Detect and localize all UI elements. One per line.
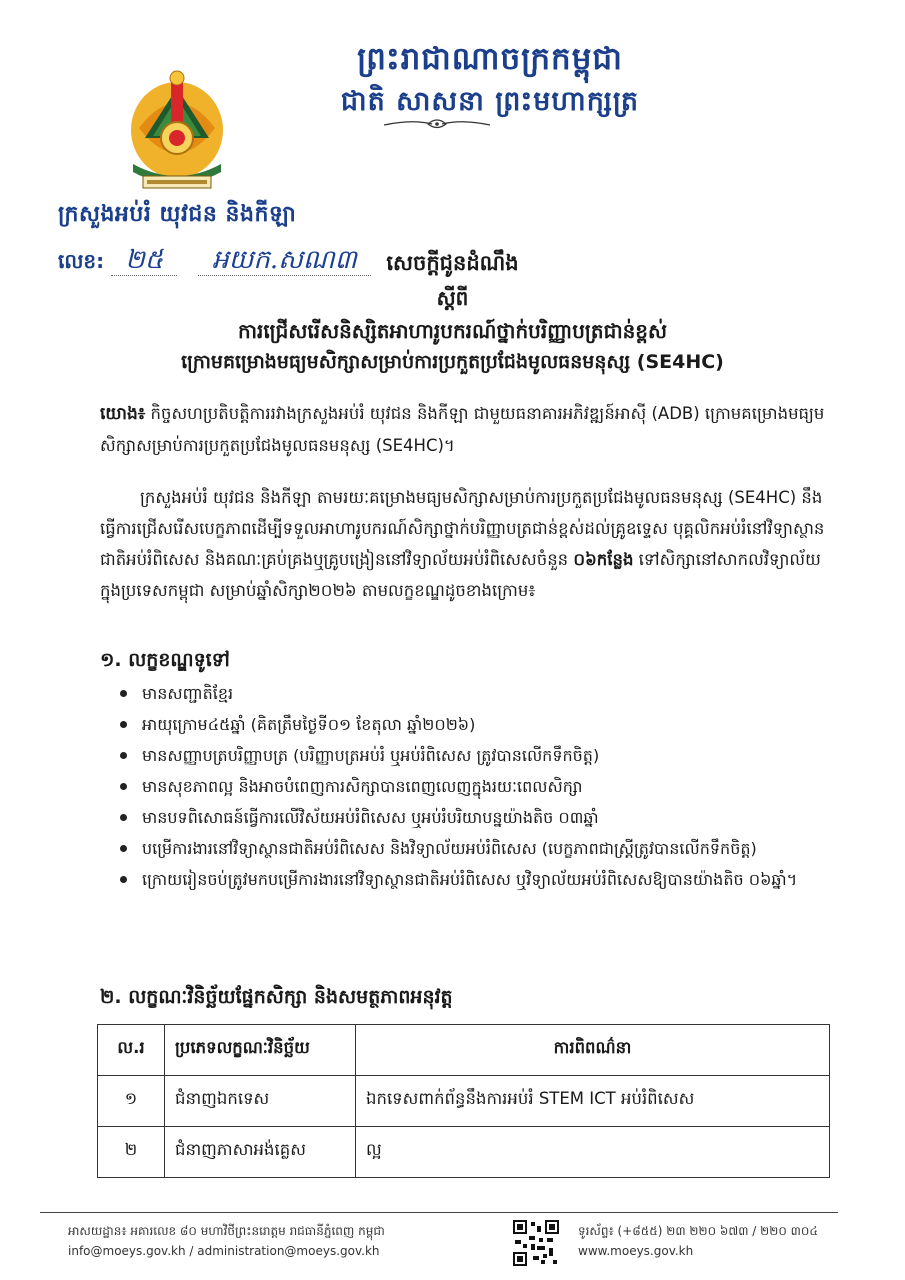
- intro-seats: ០៦កន្លែង: [573, 550, 634, 569]
- section2-heading: ២. លក្ខណៈវិនិច្ឆ័យផ្នែកសិក្សា និងសមត្ថភាពអនុវត្ត: [100, 986, 453, 1008]
- footer-phone: ទូរស័ព្ទ៖ (+៨៥៥) ២៣ ២២០ ៦៧៣ / ២២០ ៣០៤: [578, 1224, 818, 1238]
- table-cell: ឯកទេសពាក់ព័ន្ធនឹងការអប់រំ STEM ICT អប់រំពិសេស: [356, 1076, 830, 1127]
- ministry-emblem-logo: [125, 68, 229, 196]
- criteria-text: បម្រើការងារនៅវិទ្យាស្ថានជាតិអប់រំពិសេស និងវិទ្យាល័យអប់រំពិសេស (បេក្ខភាពជាស្ត្រីត្រូវបានលើកទឹកចិត្ត): [142, 839, 757, 858]
- table-cell: ១: [98, 1076, 165, 1127]
- bullet-icon: [120, 752, 127, 759]
- intro-text-b: ទៅសិក្សានៅសាកលវិទ្យាល័យក្នុងប្រទេសកម្ពុជា សម្រាប់ឆ្នាំសិក្សា២០២៦ តាមលក្ខខណ្ឌដូចខាងក្រោម៖: [100, 550, 821, 600]
- bullet-icon: [120, 876, 127, 883]
- table-row: [98, 1076, 830, 1127]
- table-cell: ២: [98, 1127, 165, 1178]
- ministry-name: ក្រសួងអប់រំ យុវជន និងកីឡា: [58, 202, 297, 227]
- footer-emails: info@moeys.gov.kh / administration@moeys.gov.kh: [68, 1244, 380, 1258]
- footer-address: អាសយដ្ឋាន៖ អគារលេខ ៨០ មហាវិថីព្រះនរោត្តម រាជធានីភ្នំពេញ កម្ពុជា: [68, 1224, 385, 1238]
- table-cell: ជំនាញឯកទេស: [165, 1076, 356, 1127]
- notice-subject-line1: ការជ្រើសរើសនិស្សិតអាហារូបករណ៍ថ្នាក់បរិញ្ញាបត្រជាន់ខ្ពស់: [237, 319, 668, 343]
- list-item: [142, 771, 837, 802]
- list-item: [142, 864, 837, 895]
- criteria-text: មានសុខភាពល្អ និងអាចបំពេញការសិក្សាបានពេញលេញក្នុងរយៈពេលសិក្សា: [142, 777, 583, 796]
- notice-subject-line2: ក្រោមគម្រោងមធ្យមសិក្សាសម្រាប់ការប្រកួតប្រជែងមូលធនមនុស្ស (SE4HC): [181, 351, 724, 373]
- column-header: ការពិពណ៌នា: [356, 1025, 830, 1076]
- ref-number-handwritten: ២៥: [111, 245, 177, 276]
- list-item: [142, 833, 837, 864]
- footer-divider: [40, 1212, 838, 1213]
- bullet-icon: [120, 814, 127, 821]
- list-item: [142, 709, 837, 740]
- list-item: [142, 740, 837, 771]
- intro-paragraph: [100, 482, 835, 606]
- qr-code-icon: [511, 1218, 561, 1268]
- decorative-ornament: [382, 117, 492, 131]
- bullet-icon: [120, 783, 127, 790]
- criteria-text: អាយុក្រោម៤៥ឆ្នាំ (គិតត្រឹមថ្ងៃទី០១ ខែតុលា ឆ្នាំ២០២៦): [142, 715, 476, 734]
- list-item: [142, 802, 837, 833]
- footer-website: www.moeys.gov.kh: [578, 1244, 694, 1258]
- ref-office-code: អយក.សណ៣: [198, 245, 371, 276]
- bullet-icon: [120, 721, 127, 728]
- kingdom-name: ព្រះរាជាណាចក្រកម្ពុជា: [357, 41, 623, 77]
- column-header: ប្រភេទលក្ខណៈវិនិច្ឆ័យ: [165, 1025, 356, 1076]
- reference-paragraph: [100, 398, 835, 461]
- general-criteria-list: [142, 678, 837, 895]
- evaluation-criteria-table: [97, 1024, 830, 1178]
- table-header-row: [98, 1025, 830, 1076]
- table-cell: ល្អ: [356, 1127, 830, 1178]
- criteria-text: មានបទពិសោធន៍ធ្វើការលើវិស័យអប់រំពិសេស ឬអប់រំបរិយាបន្នយ៉ាងតិច ០៣ឆ្នាំ: [142, 808, 599, 827]
- column-header: ល.រ: [98, 1025, 165, 1076]
- reference-text: កិច្ចសហប្រតិបត្តិការរវាងក្រសួងអប់រំ យុវជន និងកីឡា ជាមួយធនាគារអភិវឌ្ឍន៍អាស៊ី (ADB) ក្រោមគម្រោងមធ្យមសិក្សាសម្រាប់ការប្រកួតប្រជែងមូលធនមនុស្ស (SE4HC)។: [100, 404, 825, 455]
- criteria-text: ក្រោយរៀនចប់ត្រូវមកបម្រើការងារនៅវិទ្យាស្ថានជាតិអប់រំពិសេស ឬវិទ្យាល័យអប់រំពិសេសឱ្យបានយ៉ាងតិច ០៦ឆ្នាំ។: [142, 870, 798, 889]
- table-cell: ជំនាញភាសាអង់គ្លេស: [165, 1127, 356, 1178]
- national-motto: ជាតិ សាសនា ព្រះមហាក្សត្រ: [340, 86, 640, 117]
- intro-text-a: ក្រសួងអប់រំ យុវជន និងកីឡា តាមរយៈគម្រោងមធ្យមសិក្សាសម្រាប់ការប្រកួតប្រជែងមូលធនមនុស្ស (SE4HC) នឹងធ្វើការជ្រើសរើសបេក្ខភាពដើម្បីទទួលអាហារូបករណ៍សិក្សាថ្នាក់បរិញ្ញាបត្រជាន់ខ្ពស់ដល់គ្រូឧទ្ទេស បុគ្គលិកអប់រំនៅវិទ្យាស្ថានជាតិអប់រំពិសេស និងគណៈគ្រប់គ្រងឬគ្រូបង្រៀននៅវិទ្យាល័យអប់រំពិសេសចំនួន: [100, 488, 825, 569]
- section1-heading: ១. លក្ខខណ្ឌទូទៅ: [100, 649, 230, 671]
- notice-subject-label: ស្តីពី: [436, 286, 469, 310]
- criteria-text: មានសញ្ជាតិខ្មែរ: [142, 684, 234, 703]
- bullet-icon: [120, 690, 127, 697]
- bullet-icon: [120, 845, 127, 852]
- list-item: [142, 678, 837, 709]
- criteria-text: មានសញ្ញាបត្របរិញ្ញាបត្រ (បរិញ្ញាបត្រអប់រំ ឬអប់រំពិសេស ត្រូវបានលើកទឹកចិត្ត): [142, 746, 600, 765]
- reference-lead: យោង៖: [100, 404, 146, 424]
- ref-label: លេខ:: [58, 249, 105, 273]
- notice-title: សេចក្តីជូនដំណឹង: [386, 251, 519, 275]
- table-row: [98, 1127, 830, 1178]
